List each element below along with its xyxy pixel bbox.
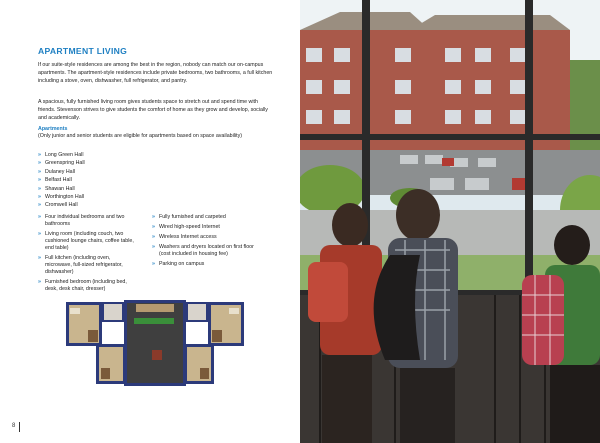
page-number-rule — [19, 422, 20, 432]
feature-item: » Living room (including couch, two cushioned lounge chairs, coffee table, end table) — [38, 231, 138, 252]
feature-list-right — [152, 214, 262, 271]
apartments-eligibility-note: (Only junior and senior students are eligible for apartments based on space availability) — [38, 133, 243, 139]
photo-illustration — [300, 0, 600, 443]
page-number: 8 — [12, 423, 16, 429]
hall-item: » Cromwell Hall — [38, 201, 85, 209]
feature-item: » Full kitchen (including oven, microwave, full-sized refrigerator, dishwasher) — [38, 255, 138, 276]
hall-item: » Belfast Hall — [38, 176, 85, 184]
apartments-heading: Apartments — [38, 126, 68, 132]
feature-item: » Four individual bedrooms and two bathrooms — [38, 214, 138, 228]
feature-item: » Fully furnished and carpeted — [152, 214, 262, 221]
apartment-floor-plan — [66, 300, 244, 386]
feature-item: » Wired high-speed Internet — [152, 224, 262, 231]
section-title: APARTMENT LIVING — [38, 46, 128, 56]
feature-item: » Wireless Internet access — [152, 234, 262, 241]
hall-item: » Shawan Hall — [38, 185, 85, 193]
hall-item: » Worthington Hall — [38, 193, 85, 201]
hall-item: » Long Green Hall — [38, 151, 85, 159]
feature-list-left — [38, 214, 138, 296]
hall-item: » Dulaney Hall — [38, 168, 85, 176]
students-at-window-photo — [300, 0, 600, 443]
living-room-paragraph: A spacious, fully furnished living room gives students space to stretch out and spend time with friends. Stevenson strives to give students the comfort of home as they grow and develop, socially and academically. — [38, 99, 268, 121]
feature-item: » Furnished bedroom (including bed, desk, desk chair, dresser) — [38, 279, 138, 293]
hall-item: » Greenspring Hall — [38, 159, 85, 167]
hall-list — [38, 151, 85, 210]
intro-paragraph: If our suite-style residences are among the best in the region, nobody can match our on-campus apartments. The apartment-style residences include private bedrooms, two bathrooms, a full kitchen including a stove, oven, dishwasher, full refrigerator, and pantry. — [38, 62, 273, 84]
feature-item: » Parking on campus — [152, 261, 262, 268]
feature-item: » Washers and dryers located on first floor (cost included in housing fee) — [152, 244, 262, 258]
